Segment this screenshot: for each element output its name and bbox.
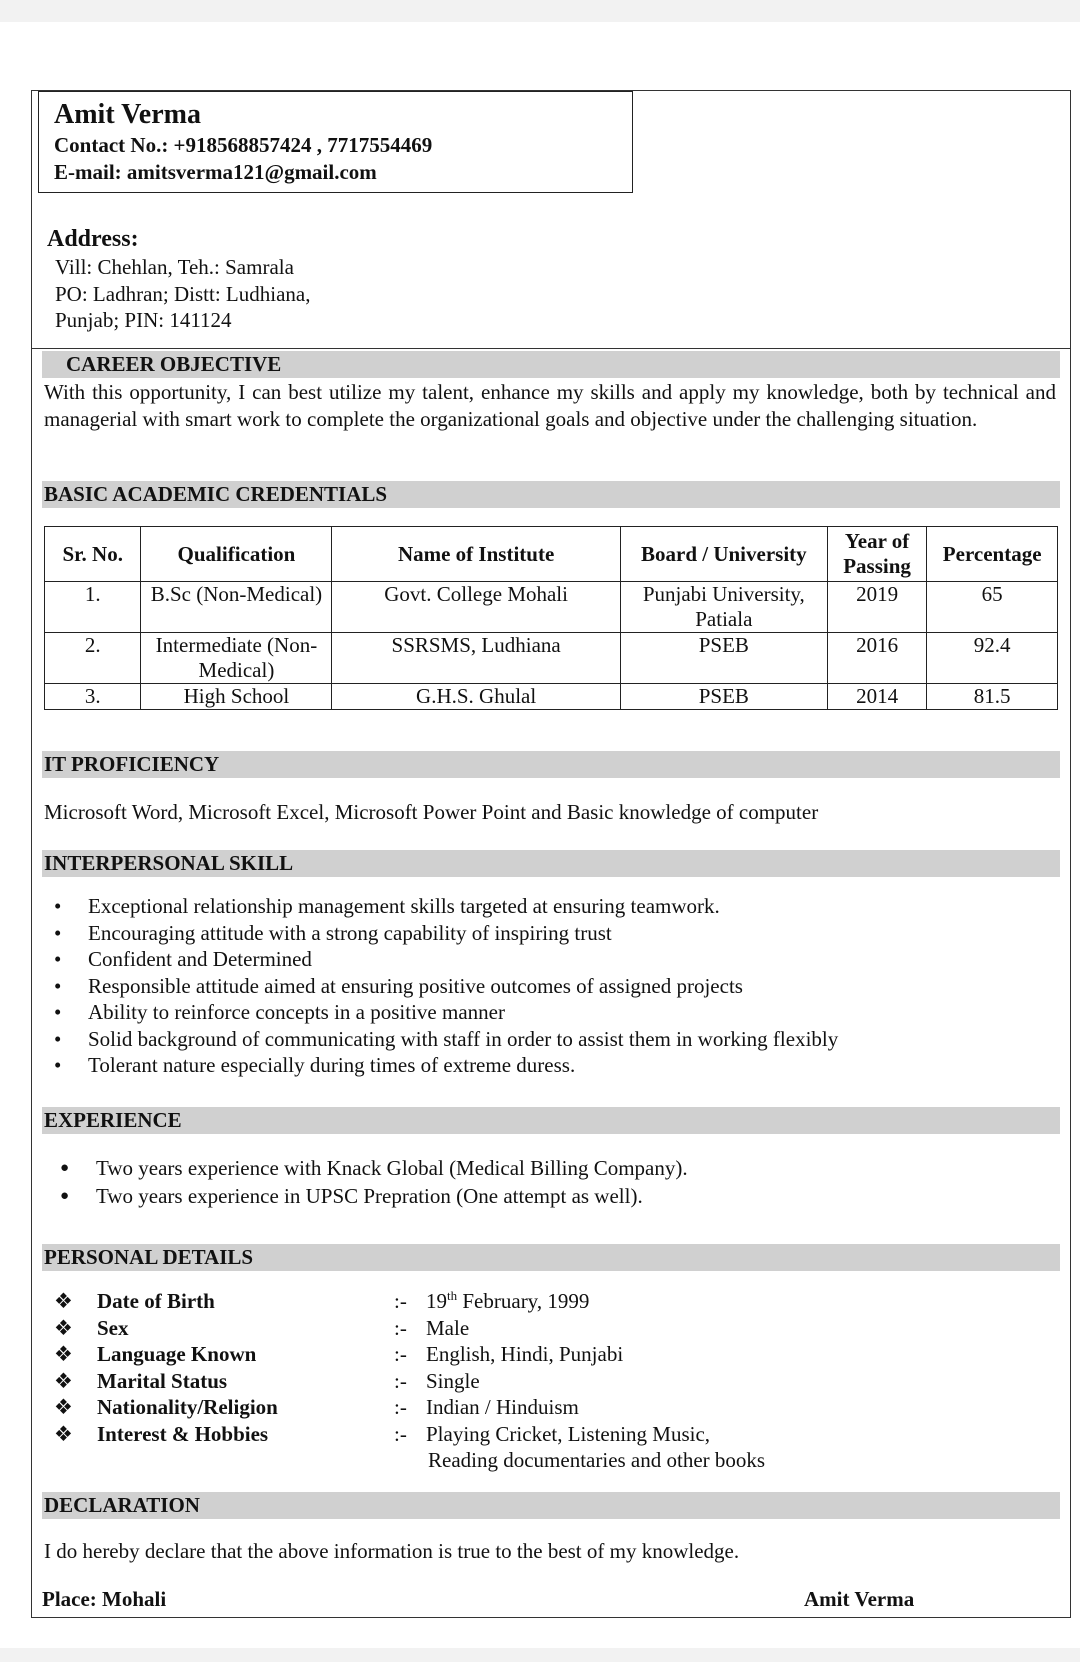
table-cell: 1. xyxy=(45,582,141,633)
personal-details-heading: PERSONAL DETAILS xyxy=(42,1244,1060,1271)
table-cell: 3. xyxy=(45,684,141,710)
table-cell: 92.4 xyxy=(927,633,1058,684)
declaration-heading: DECLARATION xyxy=(42,1492,1060,1519)
table-cell: G.H.S. Ghulal xyxy=(332,684,620,710)
table-cell: Punjabi University, Patiala xyxy=(620,582,827,633)
contact-number: Contact No.: +918568857424 , 7717554469 xyxy=(54,133,433,157)
list-item: • Solid background of communicating with staff in order to assist them in working flexibly xyxy=(44,1026,838,1053)
detail-separator: :- xyxy=(394,1289,407,1313)
address-heading: Address: xyxy=(47,226,139,252)
signature-name: Amit Verma xyxy=(804,1587,915,1611)
detail-value: 19th February, 1999 xyxy=(426,1288,590,1313)
detail-value: Indian / Hinduism xyxy=(426,1395,579,1419)
detail-label: Nationality/Religion xyxy=(97,1395,278,1419)
it-proficiency-text: Microsoft Word, Microsoft Excel, Microsoft Power Point and Basic knowledge of computer xyxy=(44,800,819,824)
list-item: • Ability to reinforce concepts in a positive manner xyxy=(44,999,838,1026)
column-header: Sr. No. xyxy=(45,527,141,582)
detail-value: Male xyxy=(426,1316,470,1340)
column-header: Name of Institute xyxy=(332,527,620,582)
career-objective-text: With this opportunity, I can best utilize my talent, enhance my skills and apply my knowledge, both by technical and managerial with smart work to complete the organizational goals and objective under the challenging situation. xyxy=(44,380,1056,431)
table-cell: Intermediate (Non-Medical) xyxy=(141,633,332,684)
detail-label: Interest & Hobbies xyxy=(97,1422,269,1446)
detail-separator: :- xyxy=(394,1342,407,1366)
table-cell: 2. xyxy=(45,633,141,684)
list-item: • Encouraging attitude with a strong capability of inspiring trust xyxy=(44,920,838,947)
table-cell: 2019 xyxy=(827,582,926,633)
list-item: • Exceptional relationship management skills targeted at ensuring teamwork. xyxy=(44,893,838,920)
interpersonal-heading: INTERPERSONAL SKILL xyxy=(42,850,1060,877)
table-row xyxy=(45,633,1058,684)
diamond-bullet-icon: ❖ xyxy=(54,1395,73,1419)
academics-table xyxy=(44,526,1058,710)
list-item: ● Two years experience with Knack Global (Medical Billing Company). xyxy=(52,1154,688,1182)
top-margin xyxy=(0,0,1080,22)
diamond-bullet-icon: ❖ xyxy=(54,1289,73,1313)
table-cell: 2014 xyxy=(827,684,926,710)
table-cell: B.Sc (Non-Medical) xyxy=(141,582,332,633)
list-item: • Tolerant nature especially during times of extreme duress. xyxy=(44,1052,838,1079)
table-cell: 2016 xyxy=(827,633,926,684)
contact-box xyxy=(38,91,633,193)
table-cell: Govt. College Mohali xyxy=(332,582,620,633)
list-item: • Responsible attitude aimed at ensuring positive outcomes of assigned projects xyxy=(44,973,838,1000)
divider xyxy=(31,348,1071,349)
email: E-mail: amitsverma121@gmail.com xyxy=(54,160,377,184)
address-line: Punjab; PIN: 141124 xyxy=(55,308,232,332)
detail-separator: :- xyxy=(394,1369,407,1393)
list-item: • Confident and Determined xyxy=(44,946,838,973)
detail-label: Marital Status xyxy=(97,1369,228,1393)
detail-value: Single xyxy=(426,1369,480,1393)
table-cell: 81.5 xyxy=(927,684,1058,710)
address-line: Vill: Chehlan, Teh.: Samrala xyxy=(55,255,294,279)
bottom-margin xyxy=(0,1648,1080,1662)
experience-heading: EXPERIENCE xyxy=(42,1107,1060,1134)
detail-separator: :- xyxy=(394,1422,407,1446)
detail-value: English, Hindi, Punjabi xyxy=(426,1342,624,1366)
detail-label: Sex xyxy=(97,1316,129,1340)
column-header: Percentage xyxy=(927,527,1058,582)
declaration-text: I do hereby declare that the above information is true to the best of my knowledge. xyxy=(44,1539,740,1563)
candidate-name: Amit Verma xyxy=(54,99,201,130)
table-row xyxy=(45,582,1058,633)
table-cell: High School xyxy=(141,684,332,710)
interpersonal-list xyxy=(44,893,838,1079)
career-objective-heading: CAREER OBJECTIVE xyxy=(42,351,1060,378)
experience-list xyxy=(52,1154,688,1210)
column-header: Qualification xyxy=(141,527,332,582)
detail-label: Date of Birth xyxy=(97,1289,215,1313)
diamond-bullet-icon: ❖ xyxy=(54,1369,73,1393)
it-proficiency-heading: IT PROFICIENCY xyxy=(42,751,1060,778)
table-cell: SSRSMS, Ludhiana xyxy=(332,633,620,684)
column-header: Year of Passing xyxy=(827,527,926,582)
table-row xyxy=(45,684,1058,710)
address-line: PO: Ladhran; Distt: Ludhiana, xyxy=(55,281,311,306)
column-header: Board / University xyxy=(620,527,827,582)
diamond-bullet-icon: ❖ xyxy=(54,1422,73,1446)
table-cell: PSEB xyxy=(620,633,827,684)
detail-value: Playing Cricket, Listening Music, xyxy=(426,1422,711,1446)
table-cell: 65 xyxy=(927,582,1058,633)
detail-label: Language Known xyxy=(97,1342,257,1366)
academics-heading: BASIC ACADEMIC CREDENTIALS xyxy=(42,481,1060,508)
place: Place: Mohali xyxy=(42,1587,167,1611)
detail-separator: :- xyxy=(394,1316,407,1340)
table-header-row xyxy=(45,527,1058,582)
address-block xyxy=(47,224,310,334)
diamond-bullet-icon: ❖ xyxy=(54,1342,73,1366)
detail-separator: :- xyxy=(394,1395,407,1419)
table-cell: PSEB xyxy=(620,684,827,710)
detail-value: Reading documentaries and other books xyxy=(428,1448,766,1472)
list-item: ● Two years experience in UPSC Prepration (One attempt as well). xyxy=(52,1182,688,1210)
diamond-bullet-icon: ❖ xyxy=(54,1316,73,1340)
